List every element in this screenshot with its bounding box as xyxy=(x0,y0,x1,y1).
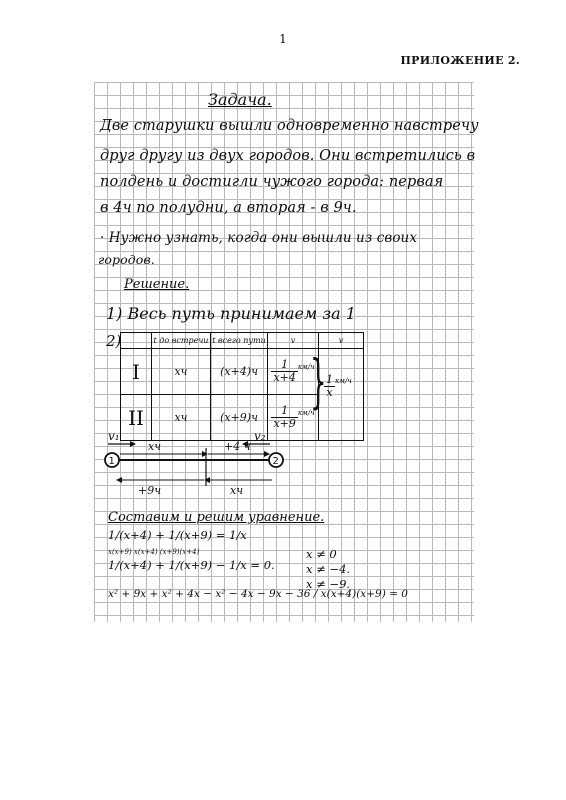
bottom-right-arrowhead xyxy=(204,477,210,483)
table-header-t-total: t всего пути xyxy=(211,333,268,349)
problem-line-5: · Нужно узнать, когда они вышли из своих xyxy=(100,230,418,246)
combined-unit: км/ч xyxy=(335,377,352,386)
step-2-marker: 2) xyxy=(106,332,122,350)
condition-2: x ≠ −4. xyxy=(306,562,351,576)
problem-line-2: друг другу из двух городов. Они встретились в xyxy=(100,148,476,164)
row-label: II xyxy=(121,395,152,441)
top-segment-arrowhead xyxy=(202,451,208,457)
table-header-v-combined: v xyxy=(319,333,364,349)
cell-t-total: (x+4)ч xyxy=(211,349,268,395)
bottom-right-time: xч xyxy=(230,484,244,497)
combined-denominator: x xyxy=(326,385,333,399)
equation-3: x² + 9x + x² + 4x − x² − 4x − 9x − 36 / x(x+4)(x+9) = 0 xyxy=(108,588,408,600)
cell-t-meet: xч xyxy=(152,395,211,441)
v1-arrowhead xyxy=(130,441,136,447)
fraction-numerator: 1 xyxy=(271,359,297,372)
condition-3: x ≠ −9. xyxy=(306,577,351,591)
table-header-t-meet: t до встречи xyxy=(152,333,211,349)
notebook-sheet xyxy=(94,82,479,622)
equation-2-factors: x(x+9) x(x+4) (x+9)(x+4) xyxy=(108,548,200,556)
fraction-denominator: x+4 xyxy=(273,371,296,384)
top-left-time: xч xyxy=(148,440,162,453)
v2-label: v₂ xyxy=(254,429,266,443)
fraction-numerator: 1 xyxy=(271,405,297,418)
top-right-time: +4 ч xyxy=(224,440,251,453)
problem-title: Задача. xyxy=(208,90,272,109)
bottom-left-time: +9ч xyxy=(138,484,162,497)
fraction-denominator: x+9 xyxy=(273,417,296,430)
velocity-unit: км/ч xyxy=(297,362,315,371)
page-number: 1 xyxy=(279,32,287,46)
curly-brace: } xyxy=(310,347,327,415)
problem-line-3: полдень и достигли чужого города: первая xyxy=(100,174,444,190)
equation-1: 1/(x+4) + 1/(x+9) = 1/x xyxy=(108,528,247,542)
cell-t-total: (x+9)ч xyxy=(211,395,268,441)
velocity-unit: км/ч xyxy=(297,408,315,417)
problem-line-4: в 4ч по полудни, а вторая - в 9ч. xyxy=(100,200,357,216)
row-label: I xyxy=(121,349,152,395)
city-1-label: 1 xyxy=(108,456,115,467)
top-right-arrowhead xyxy=(264,451,270,457)
equation-title: Составим и решим уравнение. xyxy=(108,510,325,525)
solution-label: Решение. xyxy=(124,277,190,292)
v1-label: v₁ xyxy=(108,429,120,443)
table-header-v: v xyxy=(268,333,319,349)
problem-line-6: городов. xyxy=(98,252,155,267)
problem-line-1: Две старушки вышли одновременно навстречу xyxy=(100,118,479,134)
bottom-left-arrowhead xyxy=(116,477,122,483)
step-1: 1) Весь путь принимаем за 1 xyxy=(106,304,356,323)
equation-2: 1/(x+4) + 1/(x+9) − 1/x = 0. xyxy=(108,558,275,572)
combined-numerator: 1 xyxy=(326,373,333,386)
appendix-label: ПРИЛОЖЕНИЕ 2. xyxy=(400,54,520,67)
condition-1: x ≠ 0 xyxy=(306,547,337,561)
city-2-label: 2 xyxy=(272,456,279,467)
cell-t-meet: xч xyxy=(152,349,211,395)
